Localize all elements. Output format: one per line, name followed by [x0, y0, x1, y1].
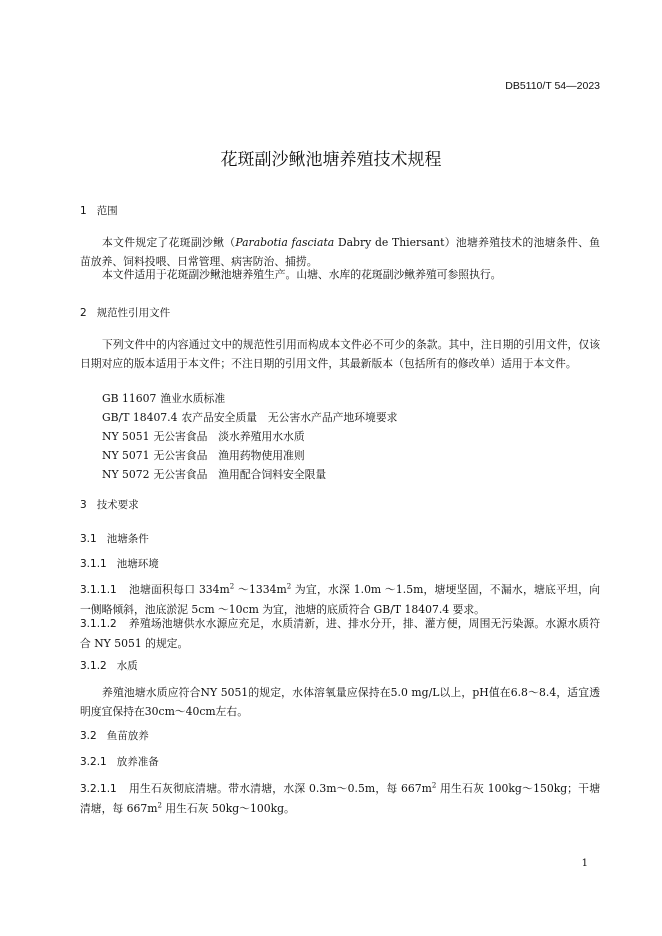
subsection-heading-3-1-2: 3.1.2 水质 — [80, 660, 138, 672]
subsection-heading-3-1: 3.1 池塘条件 — [80, 533, 149, 545]
section-title: 范围 — [96, 205, 118, 217]
section-title: 技术要求 — [96, 499, 139, 511]
reference-item: NY 5072 无公害食品 渔用配合饲料安全限量 — [102, 468, 327, 481]
section-number: 2 — [80, 307, 87, 319]
subsection-heading-3-2-1: 3.2.1 放养准备 — [80, 756, 159, 768]
species-latin-name: Parabotia fasciata — [235, 236, 335, 249]
paragraph-normative-references: 下列文件中的内容通过文中的规范性引用而构成本文件必不可少的条款。其中，注日期的引用文件，仅该日期对应的版本适用于本文件；不注日期的引用文件，其最新版本（包括所有的修改单）适用于本文件。 — [80, 338, 600, 370]
section-heading-1 — [80, 203, 118, 218]
page-number: 1 — [581, 858, 588, 869]
reference-item: NY 5051 无公害食品 淡水养殖用水水质 — [102, 430, 305, 443]
section-title: 规范性引用文件 — [96, 307, 171, 319]
subsection-heading-3-2: 3.2 鱼苗放养 — [80, 730, 149, 742]
clause-3-1-1-2: 3.1.1.2 养殖场池塘供水水源应充足，水质清新，进、排水分开，排、灌方便，周围无污染源。水源水质符合 NY 5051 的规定。 — [80, 617, 600, 650]
reference-item: NY 5071 无公害食品 渔用药物使用准则 — [102, 449, 305, 462]
section-heading-2 — [80, 305, 170, 320]
section-number: 1 — [80, 205, 87, 217]
reference-item: GB/T 18407.4 农产品安全质量 无公害水产品产地环境要求 — [102, 411, 398, 424]
clause-3-2-1-1: 3.2.1.1 用生石灰彻底清塘。带水清塘，水深 0.3m～0.5m，每 $667m^2$ 用生石灰 100kg～150kg；干塘清塘，每 $667m^2$ 用生石灰 50kg～100kg。 — [80, 781, 600, 815]
document-title: 花斑副沙鳅池塘养殖技术规程 — [220, 150, 442, 170]
section-heading-3 — [80, 497, 139, 512]
paragraph-scope-1: 本文件规定了花斑副沙鳅（Parabotia fasciata Dabry de Thiersant）池塘养殖技术的池塘条件、鱼苗放养、饲料投喂、日常管理、病害防治、捕捞。 — [80, 236, 600, 268]
section-number: 3 — [80, 499, 87, 511]
reference-item: GB 11607 渔业水质标准 — [102, 392, 226, 405]
paragraph-water-quality: 养殖池塘水质应符合NY 5051的规定，水体溶氧量应保持在5.0 mg/L以上，pH值在6.8～8.4，适宜透明度宜保持在30cm～40cm左右。 — [80, 686, 600, 718]
paragraph-scope-2: 本文件适用于花斑副沙鳅池塘养殖生产。山塘、水库的花斑副沙鳅养殖可参照执行。 — [102, 268, 502, 281]
clause-3-1-1-1: 3.1.1.1 池塘面积每口 $334m^2$ $\sim 1334m^2$ 为宜，水深 1.0m ～1.5m，塘埂坚固，不漏水，塘底平坦，向一侧略倾斜，池底淤泥 5cm ～10cm 为宜，池塘的底质符合 GB/T 18407.4 要求。 — [80, 582, 601, 616]
document-number: DB5110/T 54—2023 — [505, 80, 600, 92]
subsection-heading-3-1-1: 3.1.1 池塘环境 — [80, 558, 159, 570]
